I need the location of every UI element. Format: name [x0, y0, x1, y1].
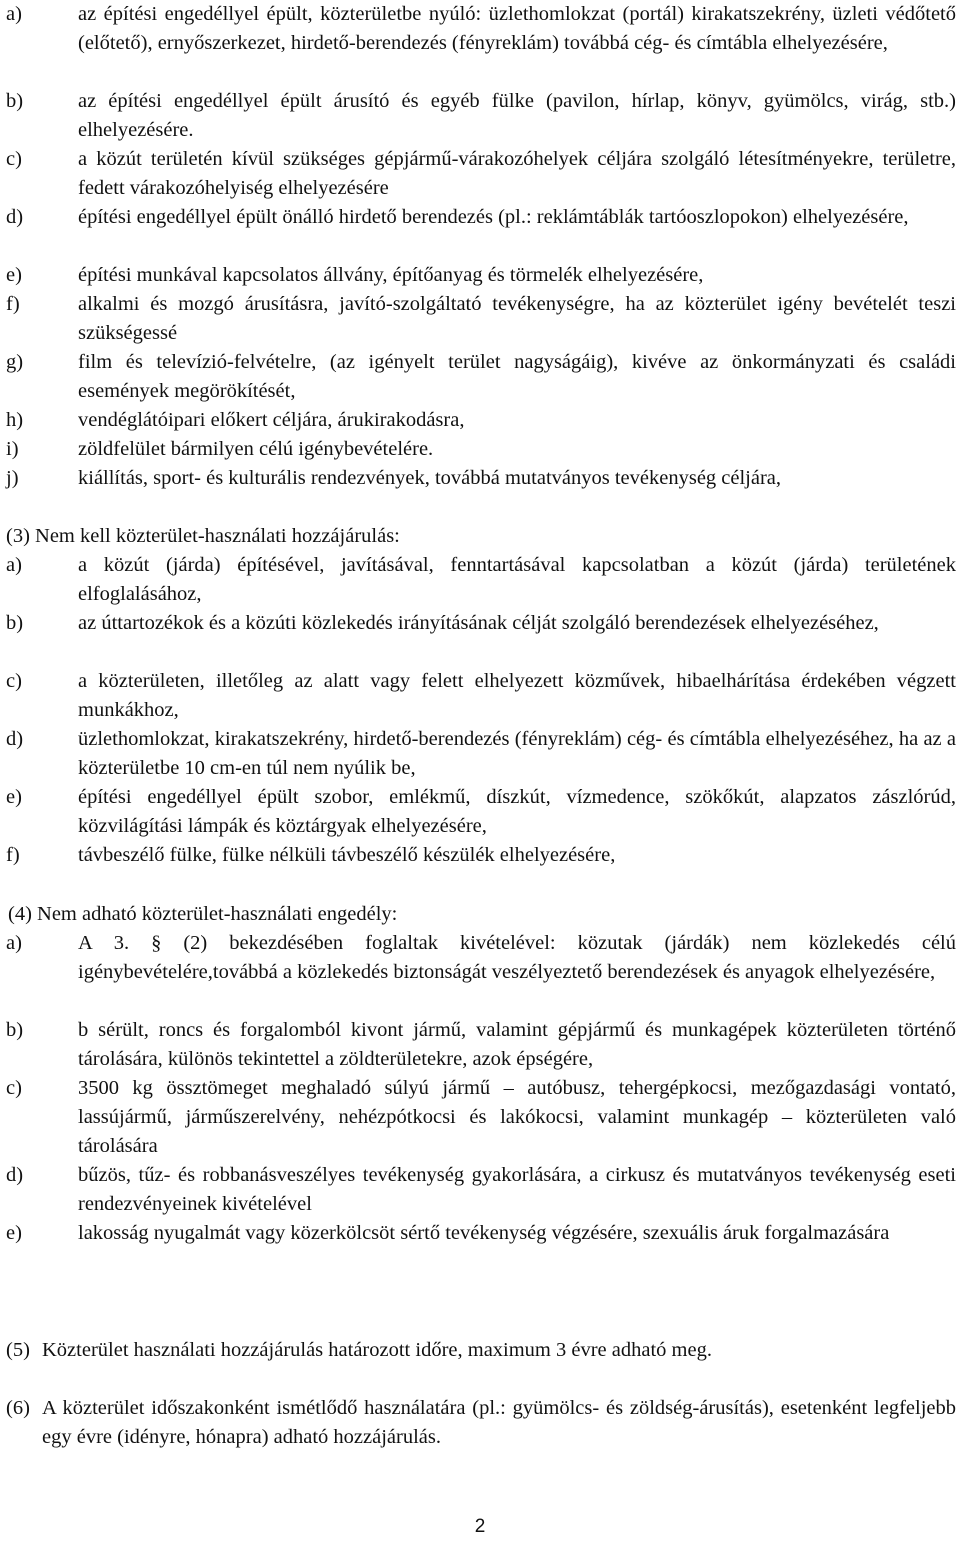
- list-item: [6, 841, 956, 870]
- list-item-text: a közút területén kívül szükséges gépjármű-várakozóhelyek céljára szolgáló létesítményekre, területre, fedett várakozóhelyiség elhelyezésére: [78, 148, 956, 199]
- list-item-text: a közút (járda) építésével, javításával, fenntartásával kapcsolatban a közút (járda) területének elfoglalásához,: [78, 554, 956, 605]
- list-item-text: a közterületen, illetőleg az alatt vagy felett elhelyezett közművek, hibaelhárítása érdekében végzett munkákhoz,: [78, 670, 956, 721]
- list-item-label: b): [6, 612, 24, 634]
- list-item-text: az építési engedéllyel épült, közterületbe nyúló: üzlethomlokzat (portál) kirakatszekrény, üzleti védőtető (előtető), ernyőszerkezet, hirdető-berendezés (fényreklám) továbbá cég- és címtábla elhelyezésére,: [78, 3, 956, 54]
- list-item-label: f): [6, 293, 20, 315]
- list-item: [6, 1219, 956, 1248]
- list-item-text: 3500 kg össztömeget meghaladó súlyú jármű – autóbusz, tehergépkocsi, mezőgazdasági vontató, lassújármű, járműszerelvény, nehézpótkocsi és lakókocsi, valamint munkagép – közterületen való tárolására: [78, 1077, 956, 1157]
- list-item-text: kiállítás, sport- és kulturális rendezvények, továbbá mutatványos tevékenység céljára,: [78, 467, 782, 489]
- list-item: [6, 406, 956, 435]
- section-4-heading: (4) Nem adható közterület-használati engedély:: [8, 903, 398, 925]
- list-item-label: c): [6, 148, 22, 170]
- list-item-label: b): [6, 90, 24, 112]
- list-item-label: e): [6, 264, 22, 286]
- list-item: [6, 551, 956, 609]
- list-item-label: d): [6, 1164, 24, 1186]
- list-item-text: b sérült, roncs és forgalomból kivont jármű, valamint gépjármű és munkagépek közterületen történő tárolására, különös tekintettel a zöldterületekre, azok épségére,: [78, 1019, 956, 1070]
- list-item: [6, 261, 956, 290]
- section-6-text: A közterület időszakonként ismétlődő használatára (pl.: gyümölcs- és zöldség-árusítás), esetenként legfeljebb egy évre (idényre, hónapra) adható hozzájárulás.: [42, 1397, 956, 1448]
- list-item: [6, 464, 956, 493]
- list-item: [6, 783, 956, 841]
- list-item-text: az úttartozékok és a közúti közlekedés irányításának célját szolgáló berendezések elhelyezéséhez,: [78, 612, 879, 634]
- list-item: [6, 87, 956, 145]
- section-5-label: (5): [6, 1339, 30, 1361]
- list-item-label: j): [6, 467, 19, 489]
- list-item-label: e): [6, 786, 22, 808]
- list-item-label: h): [6, 409, 24, 431]
- list-item-text: vendéglátóipari előkert céljára, árukirakodásra,: [78, 409, 465, 431]
- section-5-text: Közterület használati hozzájárulás határozott időre, maximum 3 évre adható meg.: [42, 1339, 712, 1361]
- list-item-label: c): [6, 670, 22, 692]
- list-item-label: d): [6, 206, 24, 228]
- list-item-text: az építési engedéllyel épült árusító és egyéb fülke (pavilon, hírlap, könyv, gyümölcs, virág, stb.) elhelyezésére.: [78, 90, 956, 141]
- list-item: [6, 609, 956, 638]
- list-item: [6, 1074, 956, 1161]
- list-item-text: építési engedéllyel épült szobor, emlékmű, díszkút, vízmedence, szökőkút, alapzatos zászlórúd, közvilágítási lámpák és köztárgyak elhelyezésére,: [78, 786, 956, 837]
- list-item-text: A 3. § (2) bekezdésében foglaltak kivételével: közutak (járdák) nem közlekedés célú igénybevételére,továbbá a közlekedés biztonságát veszélyeztető berendezések és anyagok elhelyezésére,: [78, 932, 956, 983]
- list-item: [6, 929, 956, 987]
- list-item-text: távbeszélő fülke, fülke nélküli távbeszélő készülék elhelyezésére,: [78, 844, 616, 866]
- list-item: [6, 0, 956, 58]
- list-item-text: zöldfelület bármilyen célú igénybevételére.: [78, 438, 434, 460]
- list-item-label: f): [6, 844, 20, 866]
- section-5: [6, 1336, 956, 1365]
- list-item: [6, 203, 956, 232]
- list-item-label: c): [6, 1077, 22, 1099]
- list-item-text: bűzös, tűz- és robbanásveszélyes tevékenység gyakorlására, a cirkusz és mutatványos tevékenység eseti rendezvényeinek kivételével: [78, 1164, 956, 1215]
- list-item-label: e): [6, 1222, 22, 1244]
- list-item-text: film és televízió-felvételre, (az igényelt terület nagyságáig), kivéve az önkormányzati és családi események megörökítését,: [78, 351, 956, 402]
- list-item-label: i): [6, 438, 19, 460]
- list-item: [6, 1161, 956, 1219]
- list-item-label: a): [6, 932, 22, 954]
- list-item-text: építési munkával kapcsolatos állvány, építőanyag és törmelék elhelyezésére,: [78, 264, 704, 286]
- list-item-label: a): [6, 554, 22, 576]
- section-6: [6, 1394, 956, 1452]
- list-item: [6, 290, 956, 348]
- list-item: [6, 725, 956, 783]
- page-number: 2: [474, 1516, 486, 1537]
- list-item-text: építési engedéllyel épült önálló hirdető berendezés (pl.: reklámtáblák tartóoszlopokon) elhelyezésére,: [78, 206, 909, 228]
- list-item: [6, 1016, 956, 1074]
- section-3-heading: (3) Nem kell közterület-használati hozzájárulás:: [6, 525, 400, 547]
- list-item-text: lakosság nyugalmát vagy közerkölcsöt sértő tevékenység végzésére, szexuális áruk forgalmazására: [78, 1222, 890, 1244]
- list-item: [6, 435, 956, 464]
- list-item-label: d): [6, 728, 24, 750]
- list-item-label: a): [6, 3, 22, 25]
- list-item-label: b): [6, 1019, 24, 1041]
- list-item-text: üzlethomlokzat, kirakatszekrény, hirdető-berendezés (fényreklám) cég- és címtábla elhelyezéséhez, ha az a közterületbe 10 cm-en túl nem nyúlik be,: [78, 728, 956, 779]
- list-item-text: alkalmi és mozgó árusításra, javító-szolgáltató tevékenységre, ha az közterület igény bevételét teszi szükségessé: [78, 293, 956, 344]
- list-item: [6, 145, 956, 203]
- list-item-label: g): [6, 351, 24, 373]
- list-item: [6, 667, 956, 725]
- list-item: [6, 348, 956, 406]
- section-6-label: (6): [6, 1397, 30, 1419]
